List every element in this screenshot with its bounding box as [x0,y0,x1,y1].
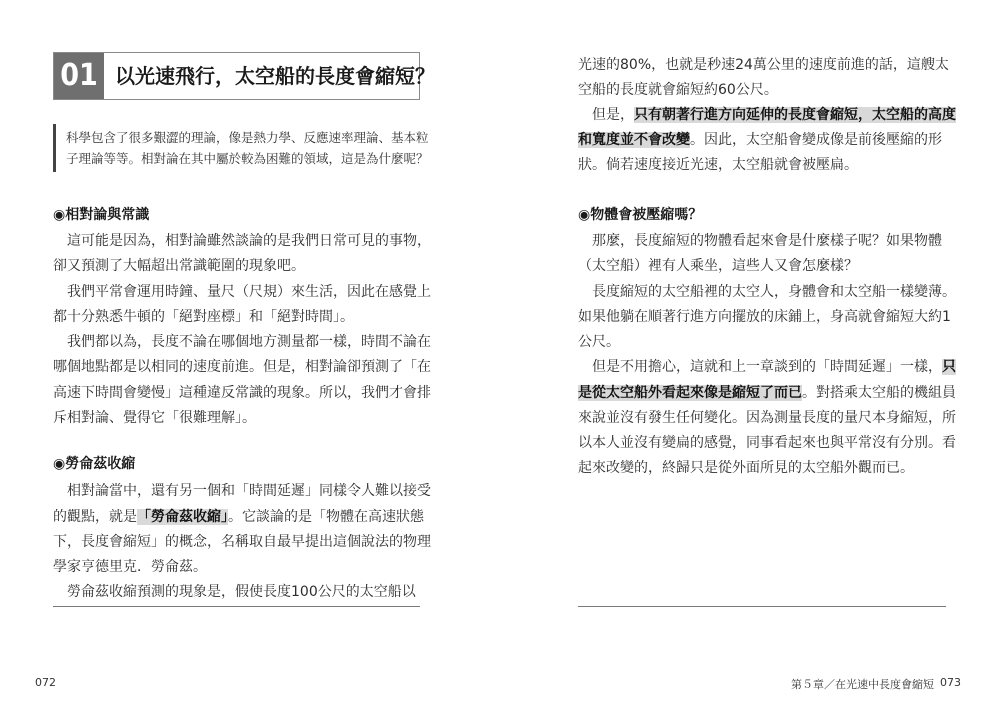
text-run: 。對搭乘太空船的機組員 [802,385,956,401]
paragraph-line: 公尺。 [578,334,620,350]
section-heading-lorentz-contraction: ◉勞侖茲收縮 [53,456,136,472]
paragraph-line: 來說並沒有發生任何變化。因為測量長度的量尺本身縮短，所 [578,410,956,426]
paragraph-line: 這可能是因為，相對論雖然談論的是我們日常可見的事物， [67,233,431,249]
section-heading-relativity-common-sense: ◉相對論與常識 [53,207,150,223]
highlighted-text: 只有朝著行進方向延伸的長度會縮短，太空船的高度 [634,107,956,123]
running-footer: 第５章／在光速中長度會縮短 [791,678,934,691]
bottom-rule [53,606,420,607]
paragraph-line: 起來改變的，終歸只是從外面所見的太空船外觀而已。 [578,460,914,476]
highlighted-text: 是從太空船外看起來像是縮短了而已 [578,385,802,401]
paragraph-line [578,383,956,403]
text-run: 但是不用擔心，這就和上一章談到的「時間延遲」一樣， [592,359,942,375]
chapter-title: 以光速飛行，太空船的長度會縮短？ [115,64,435,88]
paragraph-line: 那麼，長度縮短的物體看起來會是什麼樣子呢？如果物體 [592,233,942,249]
intro-line: 科學包含了很多艱澀的理論，像是熱力學、反應速率理論、基本粒 [66,130,429,145]
paragraph-line: 光速的80%，也就是秒速24萬公里的速度前進的話，這艘太 [578,57,949,73]
intro-box [53,124,429,172]
chapter-title-box [53,52,435,100]
paragraph-line: 斥相對論、覺得它「很難理解」。 [53,410,256,426]
section-heading-compression: ◉物體會被壓縮嗎？ [578,207,703,223]
paragraph-line: 相對論當中，還有另一個和「時間延遲」同樣令人難以接受 [67,483,431,499]
page-number-right: 073 [940,676,961,689]
highlighted-term: 「勞侖茲收縮」 [137,509,228,525]
text-run: 的觀點，就是 [53,509,137,525]
page-number-left: 072 [35,676,56,689]
paragraph-line: 學家亨德里克．勞侖茲。 [53,559,207,575]
paragraph-line: 以本人並沒有變扁的感覺，同事看起來也與平常沒有分別。看 [578,435,956,451]
paragraph-line [53,507,424,527]
paragraph-line: （太空船）裡有人乘坐，這些人又會怎麼樣？ [578,258,858,274]
paragraph-line: 都十分熟悉牛頓的「絕對座標」和「絕對時間」。 [53,309,354,325]
paragraph-line: 我們都以為，長度不論在哪個地方測量都一樣，時間不論在 [67,334,431,350]
text-run: 但是， [592,107,634,123]
paragraph-line: 狀。倘若速度接近光速，太空船就會被壓扁。 [578,157,858,173]
paragraph-line: 空船的長度就會縮短約60公尺。 [578,82,778,98]
text-run: 。因此，太空船會變成像是前後壓縮的形 [690,132,942,148]
paragraph-line: 卻又預測了大幅超出常識範圍的現象吧。 [53,258,305,274]
paragraph-line: 勞侖茲收縮預測的現象是，假使長度100公尺的太空船以 [67,584,416,600]
highlighted-text: 只 [942,359,956,375]
chapter-number: 01 [54,53,104,99]
bottom-rule [578,606,946,607]
paragraph-line [592,357,956,377]
paragraph-line: 哪個地點都是以相同的速度前進。但是，相對論卻預測了「在 [53,359,431,375]
paragraph-line: 如果他躺在順著行進方向擺放的床鋪上，身高就會縮短大約1 [578,309,951,325]
paragraph-line: 長度縮短的太空船裡的太空人，身體會和太空船一樣變薄。 [592,284,956,300]
paragraph-line: 高速下時間會變慢」這種違反常識的現象。所以，我們才會排 [53,385,431,401]
left-page [0,0,499,711]
paragraph-line [592,105,956,125]
paragraph-line: 下，長度會縮短」的概念，名稱取自最早提出這個說法的物理 [53,534,431,550]
highlighted-text: 和寬度並不會改變 [578,132,690,148]
paragraph-line: 我們平常會運用時鐘、量尺（尺規）來生活，因此在感覺上 [67,284,431,300]
text-run: 。它談論的是「物體在高速狀態 [228,509,424,525]
right-page [500,0,999,711]
intro-line: 子理論等等。相對論在其中屬於較為困難的領域，這是為什麼呢？ [66,151,429,166]
paragraph-line [578,130,942,150]
